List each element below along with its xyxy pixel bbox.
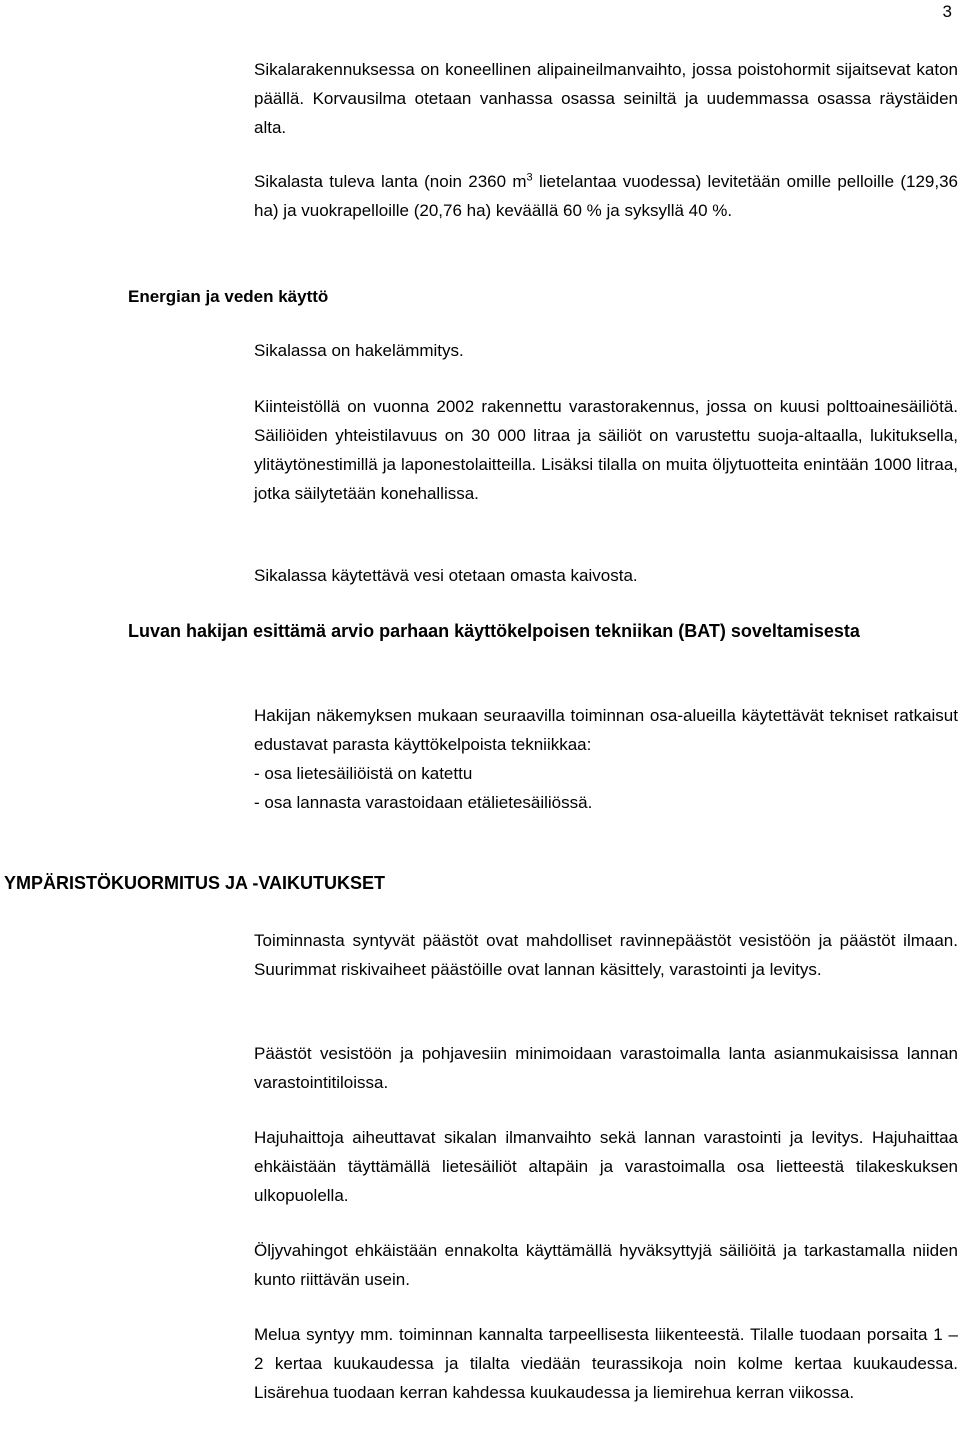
page-number: 3 (942, 2, 952, 21)
paragraph-noise: Melua syntyy mm. toiminnan kannalta tarpeellisesta liikenteestä. Tilalle tuodaan porsaita 1 – 2 kertaa kuukaudessa ja tilalta viedään teurassikoja noin kolme kertaa kuukaudessa. Lisärehua tuodaan kerran kahdessa kuukaudessa ja liemirehua kerran viikossa. (254, 1325, 958, 1402)
heading-environmental-impacts: YMPÄRISTÖKUORMITUS JA -VAIKUTUKSET (4, 873, 386, 893)
paragraph-oil-spills: Öljyvahingot ehkäistään ennakolta käyttämällä hyväksyttyjä säiliöitä ja tarkastamalla niiden kunto riittävän usein. (254, 1241, 958, 1289)
paragraph-water-emissions: Päästöt vesistöön ja pohjavesiin minimoidaan varastoimalla lanta asianmukaisissa lannan varastointitiloissa. (254, 1044, 958, 1092)
paragraph-odour: Hajuhaittoja aiheuttavat sikalan ilmanvaihto sekä lannan varastointi ja levitys. Hajuhaittaa ehkäistään täyttämällä lietesäiliöt altapäin ja varastoimalla osa lietteestä tilakeskuksen ulkopuolella. (254, 1128, 958, 1205)
heading-bat-assessment: Luvan hakijan esittämä arvio parhaan käyttökelpoisen tekniikan (BAT) soveltamisesta (128, 621, 860, 641)
manure-spreading-text-end: lietelantaa vuodessa) levitetään omille pelloille (129,36 ha) ja vuokrapelloille (20,76 ha) keväällä 60 % ja syksyllä 40 %. (254, 172, 959, 220)
paragraph-manure-spreading (254, 167, 958, 225)
bat-block (254, 701, 958, 817)
heading-energy-water: Energian ja veden käyttö (128, 287, 329, 306)
cubic-superscript: 3 (526, 171, 533, 184)
paragraph-fuel-storage: Kiinteistöllä on vuonna 2002 rakennettu varastorakennus, jossa on kuusi polttoainesäiliötä. Säiliöiden yhteistilavuus on 30 000 litraa ja säiliöt on varustettu suoja-altaalla, lukituksella, ylitäytönestimillä ja laponestolaitteilla. Lisäksi tilalla on muita öljytuotteita enintään 1000 litraa, jotka säilytetään konehallissa. (254, 397, 958, 503)
bat-list-item: - osa lietesäiliöistä on katettu (254, 764, 473, 783)
bat-intro: Hakijan näkemyksen mukaan seuraavilla toiminnan osa-alueilla käytettävät tekniset ratkaisut edustavat parasta käyttökelpoista tekniikkaa: (254, 706, 958, 754)
paragraph-emissions: Toiminnasta syntyvät päästöt ovat mahdolliset ravinnepäästöt vesistöön ja päästöt ilmaan. Suurimmat riskivaiheet päästöille ovat lannan käsittely, varastointi ja levitys. (254, 931, 958, 979)
paragraph-water-source: Sikalassa käytettävä vesi otetaan omasta kaivosta. (254, 566, 638, 585)
manure-spreading-text-start: Sikalasta tuleva lanta (noin 2360 m (254, 172, 527, 191)
bat-list-item: - osa lannasta varastoidaan etälietesäiliössä. (254, 793, 593, 812)
paragraph-heating: Sikalassa on hakelämmitys. (254, 341, 464, 360)
paragraph-ventilation: Sikalarakennuksessa on koneellinen alipaineilmanvaihto, jossa poistohormit sijaitsevat katon päällä. Korvausilma otetaan vanhassa osassa seiniltä ja uudemmassa osassa räystäiden alta. (254, 60, 958, 137)
